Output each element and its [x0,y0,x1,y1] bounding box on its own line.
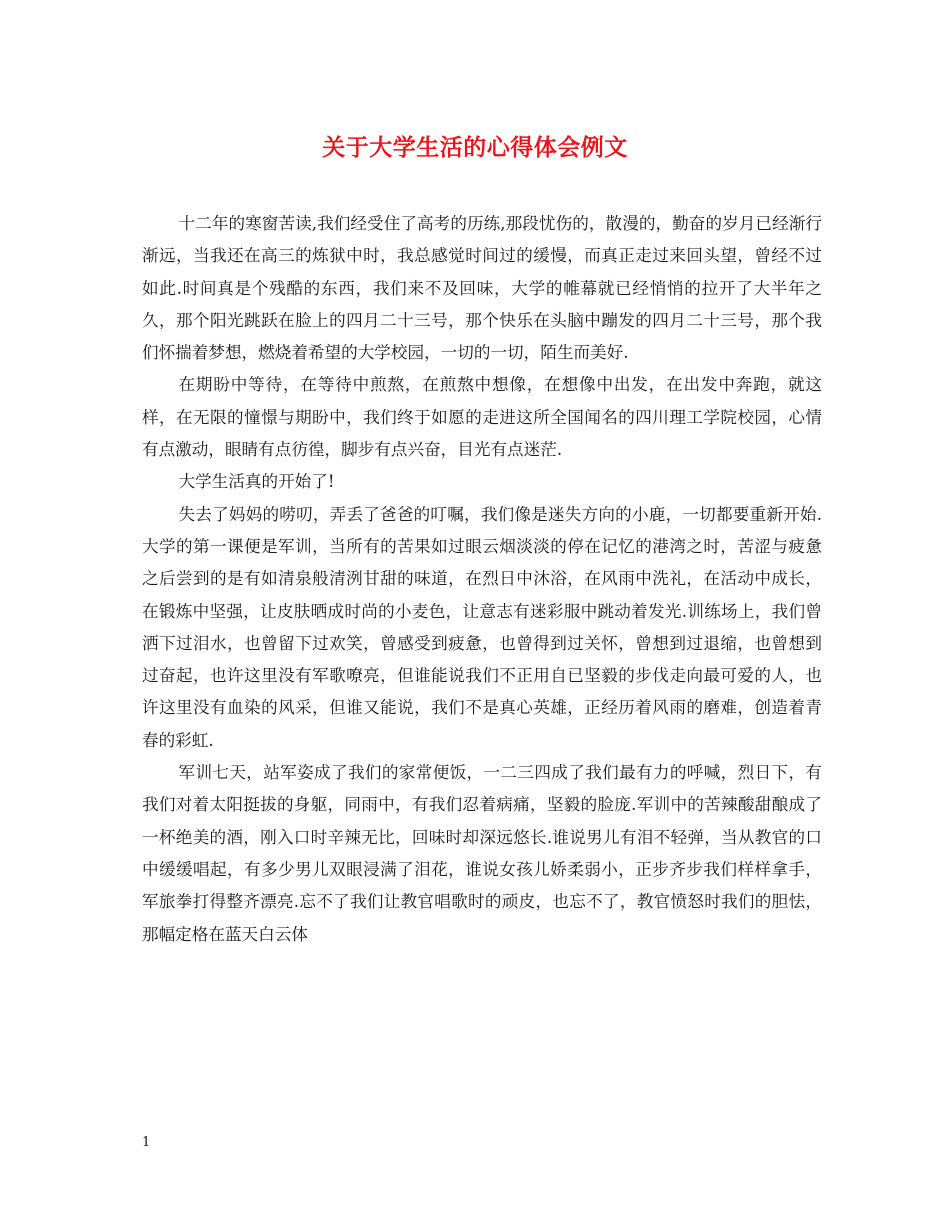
page-number: 1 [142,1135,151,1150]
document-body [142,208,822,951]
paragraph-3: 大学生活真的开始了! [178,472,335,492]
document-title: 关于大学生活的心得体会例文 [322,134,628,161]
paragraph-2: 在期盼中等待，在等待中煎熬，在煎熬中想像，在想像中出发，在出发中奔跑，就这样，在无限的憧憬与期盼中，我们终于如愿的走进这所全国闻名的四川理工学院校园，心情有点激动，眼睛有点彷徨，脚步有点兴奋，目光有点迷茫. [142,375,822,460]
paragraph-1: 十二年的寒窗苦读,我们经受住了高考的历练,那段忧伤的，散漫的，勤奋的岁月已经渐行渐远，当我还在高三的炼狱中时，我总感觉时间过的缓慢，而真正走过来回头望，曾经不过如此.时间真是个残酷的东西，我们来不及回味，大学的帷幕就已经悄悄的拉开了大半年之久，那个阳光跳跃在脸上的四月二十三号，那个快乐在头脑中蹦发的四月二十三号，那个我们怀揣着梦想，燃烧着希望的大学校园，一切的一切，陌生而美好. [142,214,822,363]
paragraph-4: 失去了妈妈的唠叨，弄丢了爸爸的叮嘱，我们像是迷失方向的小鹿，一切都要重新开始.大学的第一课便是军训，当所有的苦果如过眼云烟淡淡的停在记忆的港湾之时，苦涩与疲惫之后尝到的是有如清泉般清洌甘甜的味道，在烈日中沐浴，在风雨中洗礼，在活动中成长，在锻炼中坚强，让皮肤晒成时尚的小麦色，让意志有迷彩服中跳动着发光.训练场上，我们曾洒下过泪水，也曾留下过欢笑，曾感受到疲惫，也曾得到过关怀，曾想到过退缩，也曾想到过奋起，也许这里没有军歌嘹亮，但谁能说我们不正用自已坚毅的步伐走向最可爱的人，也许这里没有血染的风采，但谁又能说，我们不是真心英雄，正经历着风雨的磨难，创造着青春的彩虹. [142,504,822,750]
paragraph-5: 军训七天，站军姿成了我们的家常便饭，一二三四成了我们最有力的呼喊，烈日下，有我们对着太阳挺拔的身躯，同雨中，有我们忍着病痛，坚毅的脸庞.军训中的苦辣酸甜酿成了一杯绝美的酒，刚入口时辛辣无比，回味时却深远悠长.谁说男儿有泪不轻弹，当从教官的口中缓缓唱起，有多少男儿双眼浸满了泪花，谁说女孩儿娇柔弱小，正步齐步我们样样拿手，军旅拳打得整齐漂亮.忘不了我们让教官唱歌时的顽皮，也忘不了，教官愤怒时我们的胆怯，那幅定格在蓝天白云体 [142,763,822,944]
